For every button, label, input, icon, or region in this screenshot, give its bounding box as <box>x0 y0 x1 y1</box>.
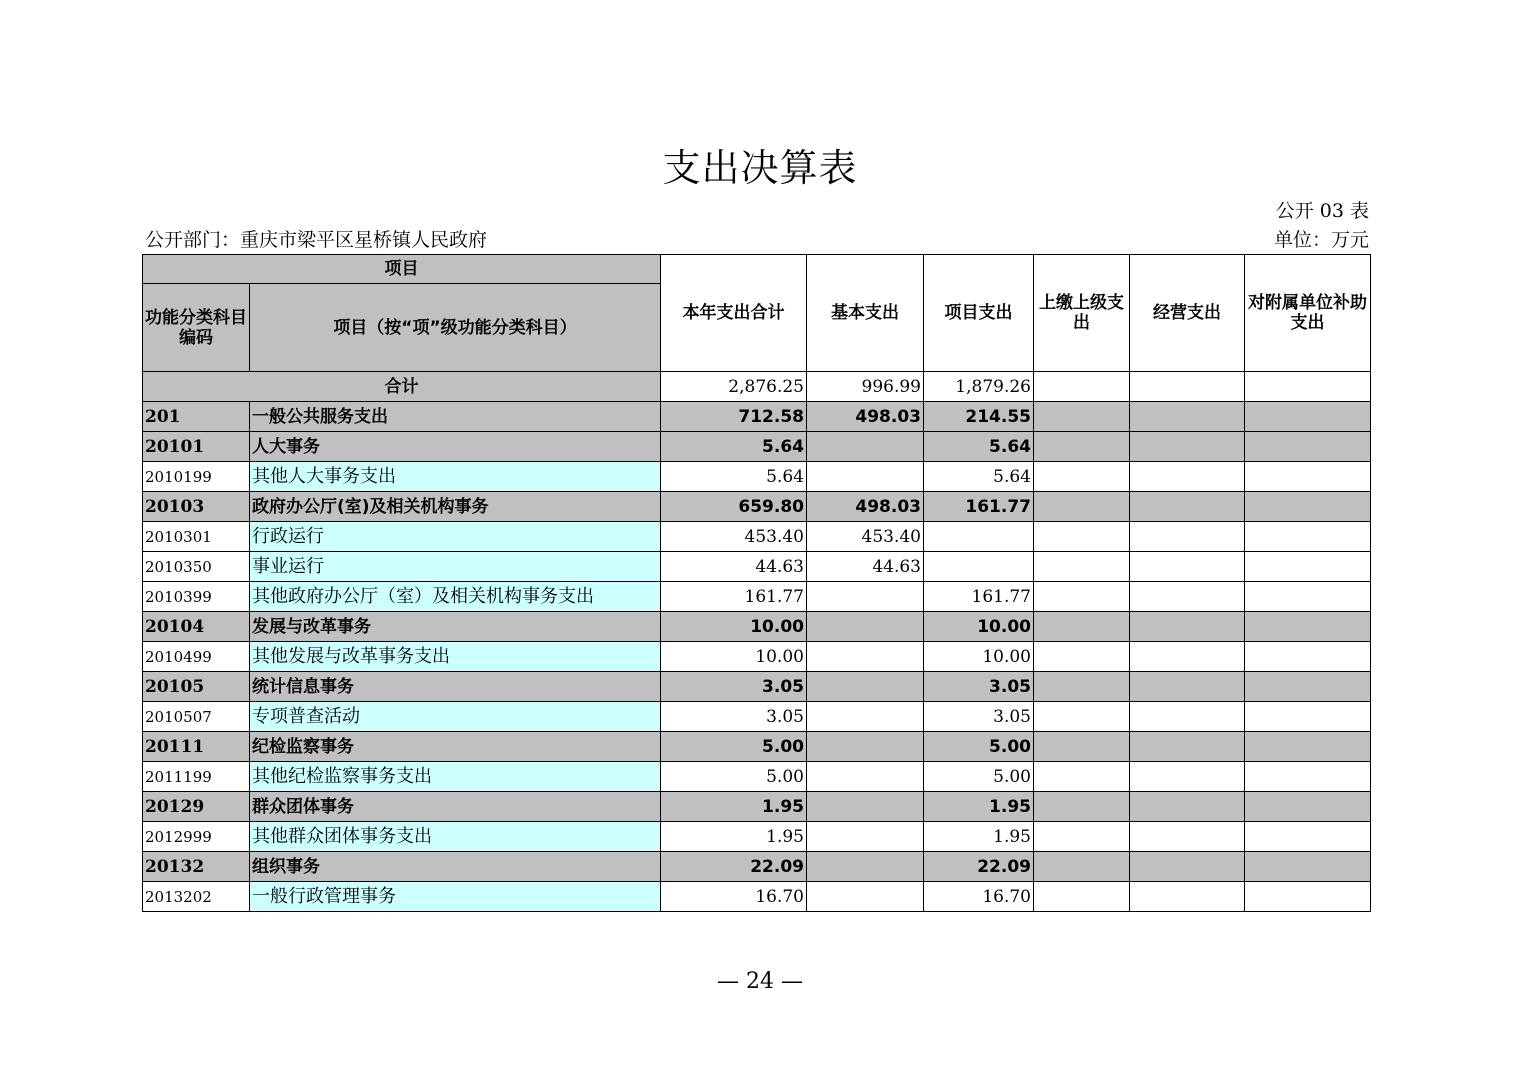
row-upper <box>1034 642 1130 672</box>
row-upper <box>1034 462 1130 492</box>
row-business <box>1130 582 1245 612</box>
table-row <box>143 732 1371 762</box>
table-row <box>143 882 1371 912</box>
row-name: 组织事务 <box>250 852 661 882</box>
row-basic <box>807 612 924 642</box>
row-name: 群众团体事务 <box>250 792 661 822</box>
header-total: 本年支出合计 <box>661 255 807 372</box>
row-basic <box>807 642 924 672</box>
row-business <box>1130 792 1245 822</box>
total-business <box>1130 372 1245 402</box>
row-subsidy <box>1245 732 1371 762</box>
row-code: 2010499 <box>143 642 250 672</box>
row-upper <box>1034 882 1130 912</box>
row-subsidy <box>1245 672 1371 702</box>
row-business <box>1130 672 1245 702</box>
table-row <box>143 612 1371 642</box>
row-subsidy <box>1245 642 1371 672</box>
row-upper <box>1034 732 1130 762</box>
table-row <box>143 642 1371 672</box>
row-project <box>924 522 1034 552</box>
row-name: 其他人大事务支出 <box>250 462 661 492</box>
row-subsidy <box>1245 402 1371 432</box>
row-upper <box>1034 822 1130 852</box>
row-business <box>1130 642 1245 672</box>
row-subsidy <box>1245 702 1371 732</box>
row-code: 20129 <box>143 792 250 822</box>
row-name: 一般公共服务支出 <box>250 402 661 432</box>
row-business <box>1130 522 1245 552</box>
row-total: 161.77 <box>661 582 807 612</box>
row-total: 44.63 <box>661 552 807 582</box>
table-row <box>143 672 1371 702</box>
table-row <box>143 762 1371 792</box>
row-business <box>1130 492 1245 522</box>
row-code: 20104 <box>143 612 250 642</box>
row-business <box>1130 762 1245 792</box>
row-project <box>924 552 1034 582</box>
row-subsidy <box>1245 612 1371 642</box>
row-basic: 453.40 <box>807 522 924 552</box>
total-amount: 2,876.25 <box>661 372 807 402</box>
row-total: 3.05 <box>661 702 807 732</box>
row-name: 一般行政管理事务 <box>250 882 661 912</box>
row-upper <box>1034 612 1130 642</box>
row-basic <box>807 762 924 792</box>
page-number: — 24 — <box>717 969 803 994</box>
row-code: 2012999 <box>143 822 250 852</box>
row-total: 5.00 <box>661 732 807 762</box>
table-row <box>143 432 1371 462</box>
row-subsidy <box>1245 882 1371 912</box>
row-name: 事业运行 <box>250 552 661 582</box>
row-name: 纪检监察事务 <box>250 732 661 762</box>
header-upper: 上缴上级支出 <box>1034 255 1130 372</box>
header-subsidy: 对附属单位补助支出 <box>1245 255 1371 372</box>
row-total: 16.70 <box>661 882 807 912</box>
row-code: 2010399 <box>143 582 250 612</box>
total-label: 合计 <box>143 372 661 402</box>
row-project: 3.05 <box>924 702 1034 732</box>
row-basic <box>807 672 924 702</box>
row-code: 20105 <box>143 672 250 702</box>
table-row <box>143 462 1371 492</box>
row-total: 10.00 <box>661 642 807 672</box>
row-business <box>1130 822 1245 852</box>
row-total: 10.00 <box>661 612 807 642</box>
table-row <box>143 492 1371 522</box>
row-project: 5.64 <box>924 462 1034 492</box>
row-code: 2010199 <box>143 462 250 492</box>
row-project: 5.64 <box>924 432 1034 462</box>
total-subsidy <box>1245 372 1371 402</box>
row-code: 20111 <box>143 732 250 762</box>
row-business <box>1130 612 1245 642</box>
row-basic <box>807 462 924 492</box>
row-project: 161.77 <box>924 582 1034 612</box>
row-basic <box>807 792 924 822</box>
row-total: 5.64 <box>661 432 807 462</box>
row-code: 2010350 <box>143 552 250 582</box>
total-project: 1,879.26 <box>924 372 1034 402</box>
row-upper <box>1034 492 1130 522</box>
row-subsidy <box>1245 582 1371 612</box>
row-name: 行政运行 <box>250 522 661 552</box>
row-business <box>1130 852 1245 882</box>
table-row <box>143 822 1371 852</box>
row-total: 1.95 <box>661 822 807 852</box>
row-total: 5.64 <box>661 462 807 492</box>
row-project: 10.00 <box>924 642 1034 672</box>
header-project-group: 项目 <box>143 255 661 284</box>
row-total: 22.09 <box>661 852 807 882</box>
row-total: 1.95 <box>661 792 807 822</box>
row-upper <box>1034 522 1130 552</box>
row-basic: 498.03 <box>807 402 924 432</box>
table-row <box>143 792 1371 822</box>
table-row <box>143 552 1371 582</box>
row-basic <box>807 582 924 612</box>
unit-label: 单位：万元 <box>1273 229 1369 251</box>
row-subsidy <box>1245 432 1371 462</box>
form-number: 公开 03 表 <box>1275 200 1369 222</box>
row-project: 1.95 <box>924 792 1034 822</box>
header-project: 项目支出 <box>924 255 1034 372</box>
row-basic: 44.63 <box>807 552 924 582</box>
row-upper <box>1034 552 1130 582</box>
row-code: 2010507 <box>143 702 250 732</box>
row-total: 453.40 <box>661 522 807 552</box>
row-basic: 498.03 <box>807 492 924 522</box>
row-name: 其他群众团体事务支出 <box>250 822 661 852</box>
row-business <box>1130 552 1245 582</box>
row-upper <box>1034 762 1130 792</box>
row-business <box>1130 702 1245 732</box>
total-upper <box>1034 372 1130 402</box>
expenditure-table <box>142 254 1371 912</box>
row-project: 214.55 <box>924 402 1034 432</box>
row-project: 16.70 <box>924 882 1034 912</box>
row-code: 20103 <box>143 492 250 522</box>
row-business <box>1130 432 1245 462</box>
row-business <box>1130 882 1245 912</box>
total-row <box>143 372 1371 402</box>
row-basic <box>807 852 924 882</box>
row-code: 201 <box>143 402 250 432</box>
row-upper <box>1034 792 1130 822</box>
table-row <box>143 702 1371 732</box>
row-code: 2011199 <box>143 762 250 792</box>
row-basic <box>807 702 924 732</box>
row-basic <box>807 822 924 852</box>
row-name: 发展与改革事务 <box>250 612 661 642</box>
total-basic: 996.99 <box>807 372 924 402</box>
table-row <box>143 402 1371 432</box>
row-code: 20101 <box>143 432 250 462</box>
row-basic <box>807 732 924 762</box>
row-subsidy <box>1245 522 1371 552</box>
row-upper <box>1034 852 1130 882</box>
table-row <box>143 852 1371 882</box>
row-project: 22.09 <box>924 852 1034 882</box>
row-subsidy <box>1245 792 1371 822</box>
row-code: 2010301 <box>143 522 250 552</box>
row-total: 3.05 <box>661 672 807 702</box>
row-upper <box>1034 702 1130 732</box>
row-name: 其他发展与改革事务支出 <box>250 642 661 672</box>
header-name: 项目（按“项”级功能分类科目） <box>250 284 661 372</box>
row-project: 5.00 <box>924 762 1034 792</box>
row-business <box>1130 402 1245 432</box>
row-upper <box>1034 672 1130 702</box>
department-label: 公开部门：重庆市梁平区星桥镇人民政府 <box>145 229 488 251</box>
row-name: 政府办公厅(室)及相关机构事务 <box>250 492 661 522</box>
row-total: 659.80 <box>661 492 807 522</box>
header-business: 经营支出 <box>1130 255 1245 372</box>
header-basic: 基本支出 <box>807 255 924 372</box>
row-project: 1.95 <box>924 822 1034 852</box>
row-business <box>1130 462 1245 492</box>
row-basic <box>807 432 924 462</box>
header-code: 功能分类科目编码 <box>143 284 250 372</box>
row-subsidy <box>1245 762 1371 792</box>
page-title: 支出决算表 <box>662 146 858 190</box>
table-row <box>143 582 1371 612</box>
table-row <box>143 522 1371 552</box>
row-total: 5.00 <box>661 762 807 792</box>
row-project: 5.00 <box>924 732 1034 762</box>
row-subsidy <box>1245 462 1371 492</box>
row-code: 20132 <box>143 852 250 882</box>
row-upper <box>1034 402 1130 432</box>
row-business <box>1130 732 1245 762</box>
row-upper <box>1034 582 1130 612</box>
row-subsidy <box>1245 822 1371 852</box>
row-project: 10.00 <box>924 612 1034 642</box>
row-subsidy <box>1245 492 1371 522</box>
row-subsidy <box>1245 552 1371 582</box>
row-name: 人大事务 <box>250 432 661 462</box>
row-name: 统计信息事务 <box>250 672 661 702</box>
row-name: 其他政府办公厅（室）及相关机构事务支出 <box>250 582 661 612</box>
row-code: 2013202 <box>143 882 250 912</box>
row-name: 其他纪检监察事务支出 <box>250 762 661 792</box>
row-name: 专项普查活动 <box>250 702 661 732</box>
row-subsidy <box>1245 852 1371 882</box>
row-upper <box>1034 432 1130 462</box>
row-project: 161.77 <box>924 492 1034 522</box>
row-total: 712.58 <box>661 402 807 432</box>
row-project: 3.05 <box>924 672 1034 702</box>
row-basic <box>807 882 924 912</box>
